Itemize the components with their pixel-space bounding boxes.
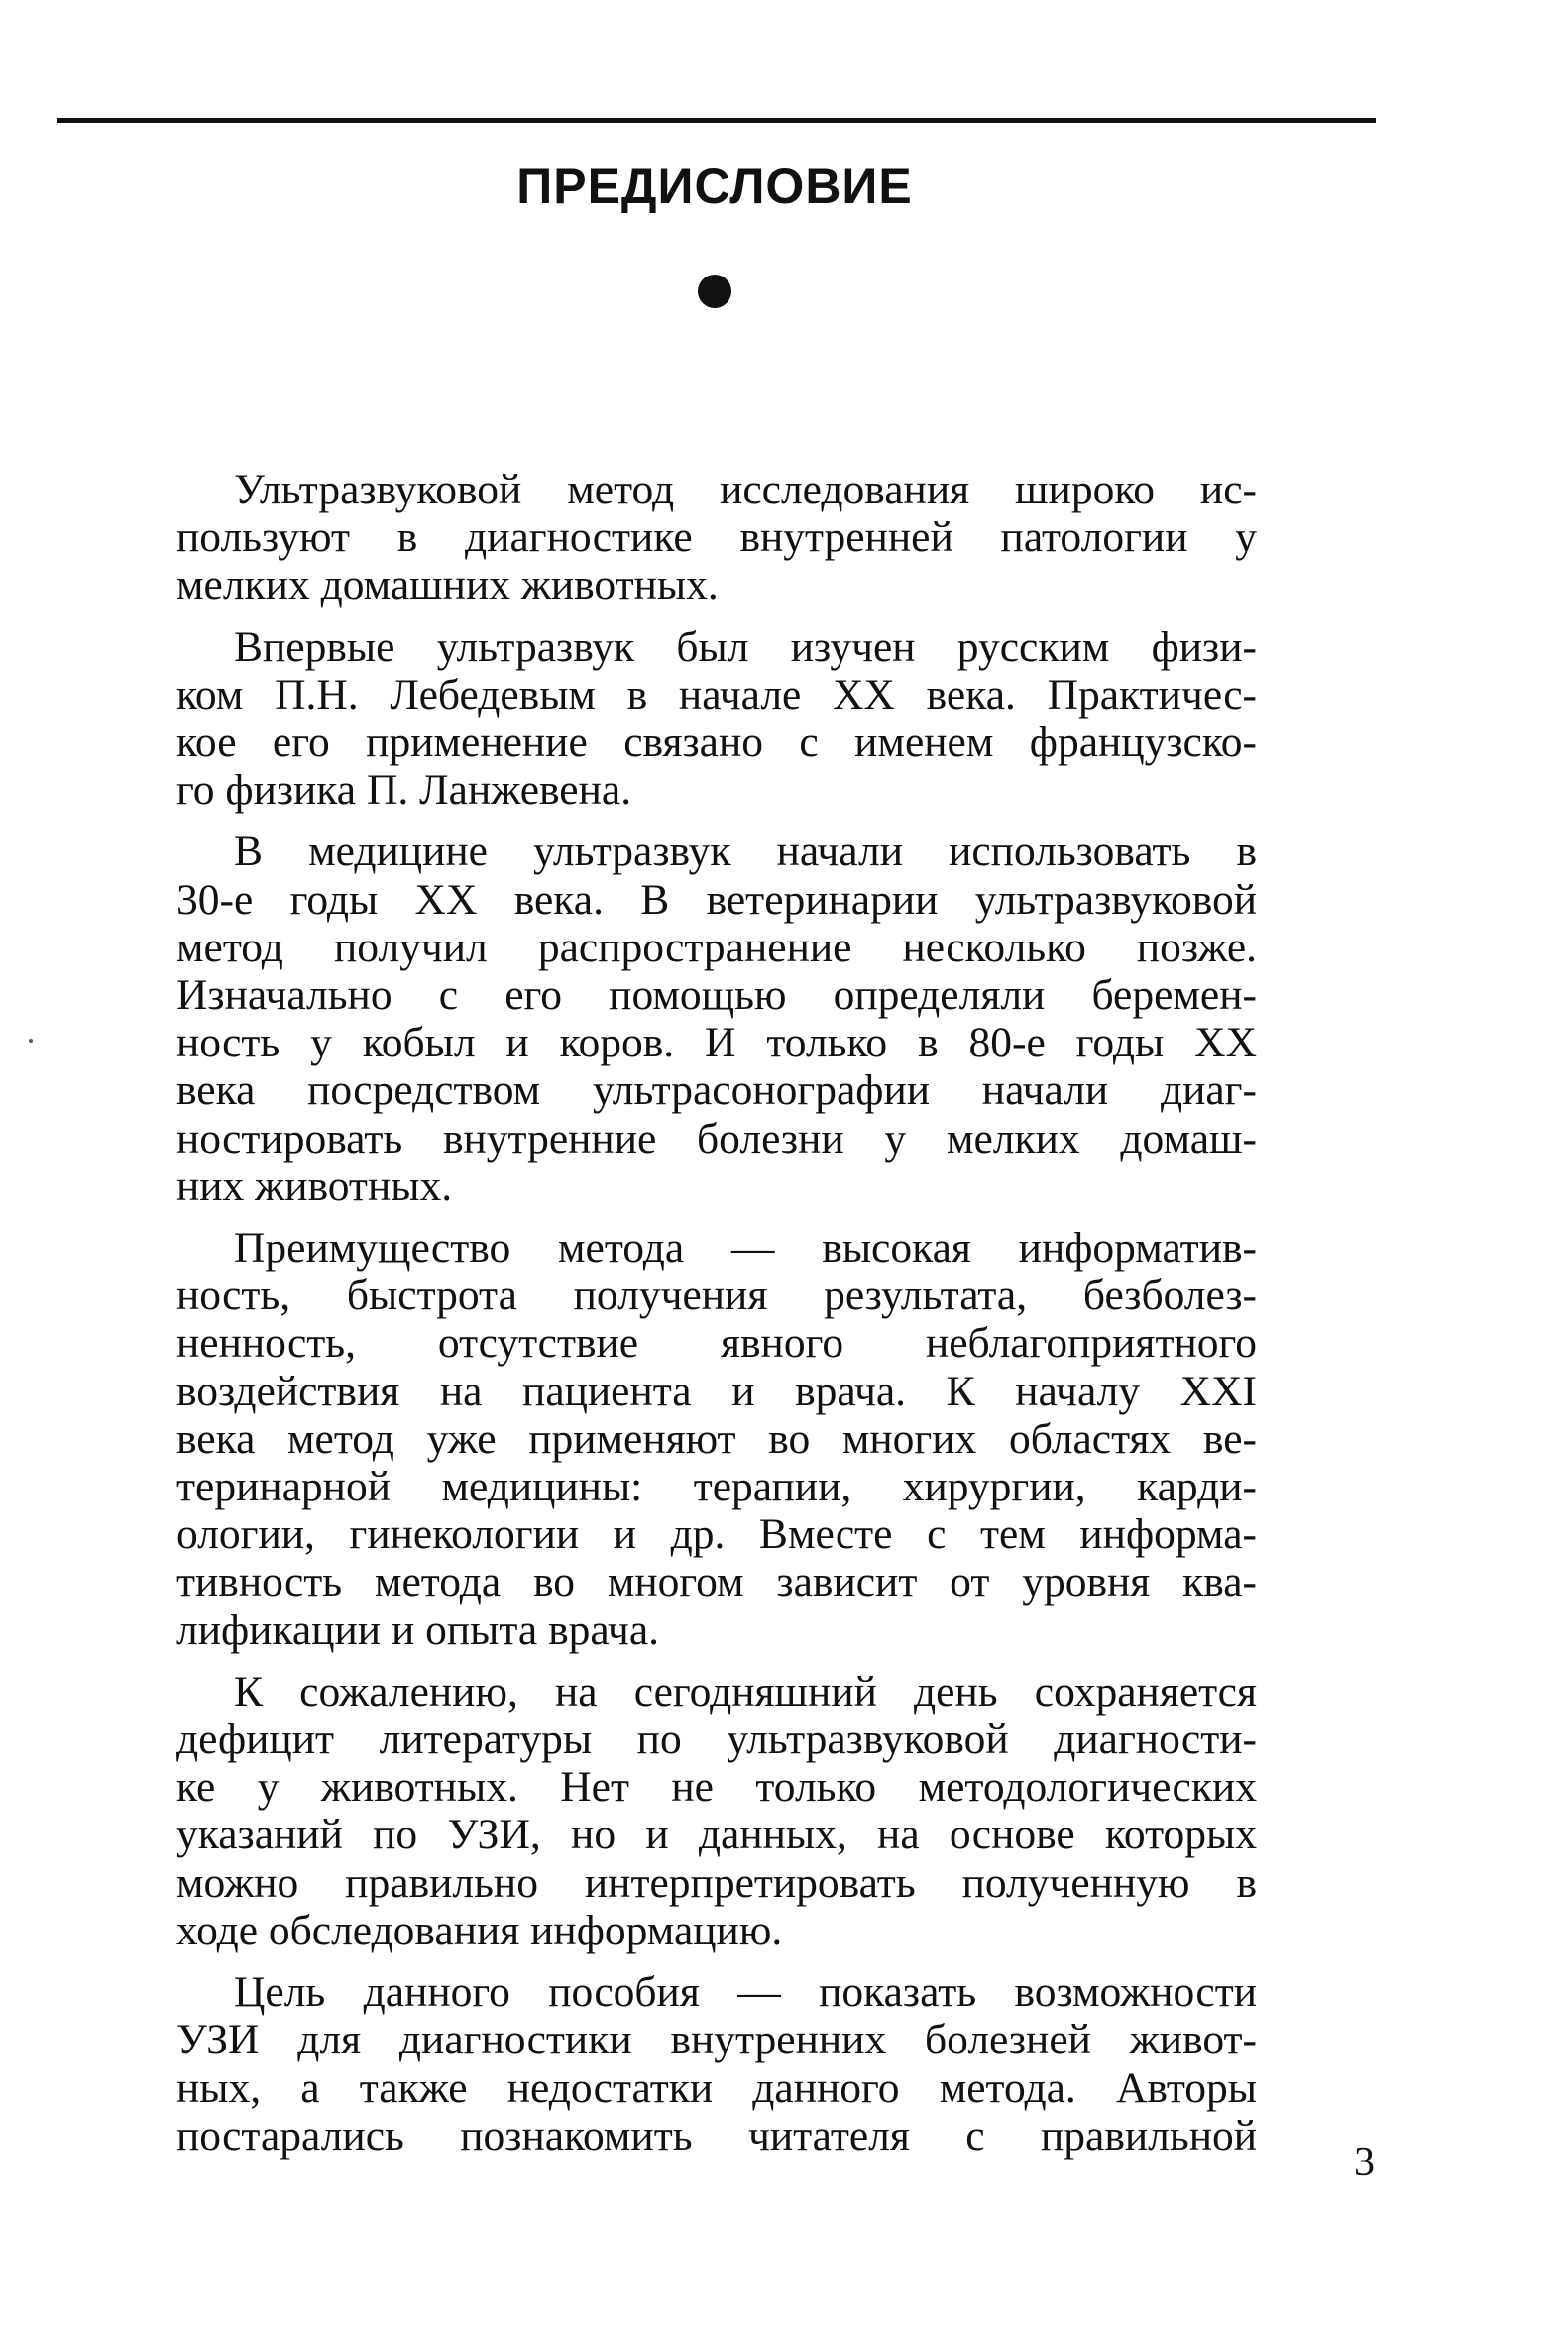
text-line: тивность метода во многом зависит от уровня ква- [176, 1558, 1257, 1607]
header-rule [57, 118, 1376, 123]
text-line: века посредством ультрасонографии начали диаг- [176, 1066, 1257, 1115]
text-line: ных, а также недостатки данного метода. Авторы [176, 2063, 1257, 2112]
text-line: Ультразвуковой метод исследования широко ис- [234, 466, 1257, 513]
text-line: го физика П. Ланжевена. [176, 766, 632, 815]
bullet-ornament [698, 275, 731, 308]
text-line: ке у животных. Нет не только методологических [176, 1763, 1257, 1812]
text-line: 30-е годы XX века. В ветеринарии ультразвуковой [176, 875, 1257, 924]
text-line: Изначально с его помощью определяли беремен- [176, 971, 1257, 1020]
text-line: мелких домашних животных. [176, 561, 719, 609]
text-line: дефицит литературы по ультразвуковой диагности- [176, 1716, 1257, 1764]
text-line: постарались познакомить читателя с правильной [176, 2111, 1257, 2160]
body-text [176, 466, 1257, 2173]
text-line: ходе обследования информацию. [176, 1906, 783, 1954]
text-line: воздействия на пациента и врача. К началу XXI [176, 1367, 1257, 1415]
text-line: метод получил распространение несколько позже. [176, 923, 1257, 971]
text-line: них животных. [176, 1162, 453, 1210]
text-line: кое его применение связано с именем французско- [176, 719, 1257, 767]
paragraph [176, 1668, 1257, 1954]
page-title: ПРЕДИСЛОВИЕ [516, 159, 913, 214]
text-line: ком П.Н. Лебедевым в начале XX века. Практичес- [176, 670, 1257, 719]
text-line: К сожалению, на сегодняшний день сохраняется [234, 1667, 1257, 1716]
text-line: Впервые ультразвук был изучен русским физи- [234, 622, 1257, 671]
text-line: указаний по УЗИ, но и данных, на основе которых [176, 1811, 1257, 1859]
paragraph [176, 828, 1257, 1210]
text-line: теринарной медицины: терапии, хирургии, карди- [176, 1463, 1257, 1511]
text-line: ненность, отсутствие явного неблагоприятного [176, 1319, 1257, 1368]
text-line: ность, быстрота получения результата, безболез- [176, 1272, 1257, 1320]
text-line: В медицине ультразвук начали использовать в [234, 828, 1257, 876]
paragraph [176, 1968, 1257, 2160]
text-line: пользуют в диагностике внутренней патологии у [176, 513, 1257, 562]
text-line: можно правильно интерпретировать полученную в [176, 1858, 1257, 1907]
paragraph [176, 623, 1257, 815]
text-line: лификации и опыта врача. [176, 1606, 659, 1654]
scan-speck [29, 1039, 33, 1043]
text-line: ность у кобыл и коров. И только в 80-е годы XX [176, 1019, 1257, 1067]
text-line: Преимущество метода — высокая информатив- [234, 1224, 1257, 1273]
paragraph [176, 466, 1257, 609]
text-line: УЗИ для диагностики внутренних болезней живот- [176, 2016, 1257, 2064]
text-line: ностировать внутренние болезни у мелких домаш- [176, 1114, 1257, 1163]
text-line: ологии, гинекологии и др. Вместе с тем информа- [176, 1510, 1257, 1559]
paragraph [176, 1224, 1257, 1654]
text-line: века метод уже применяют во многих областях ве- [176, 1414, 1257, 1463]
text-line: Цель данного пособия — показать возможности [234, 1968, 1257, 2017]
page-number: 3 [1354, 2140, 1375, 2185]
